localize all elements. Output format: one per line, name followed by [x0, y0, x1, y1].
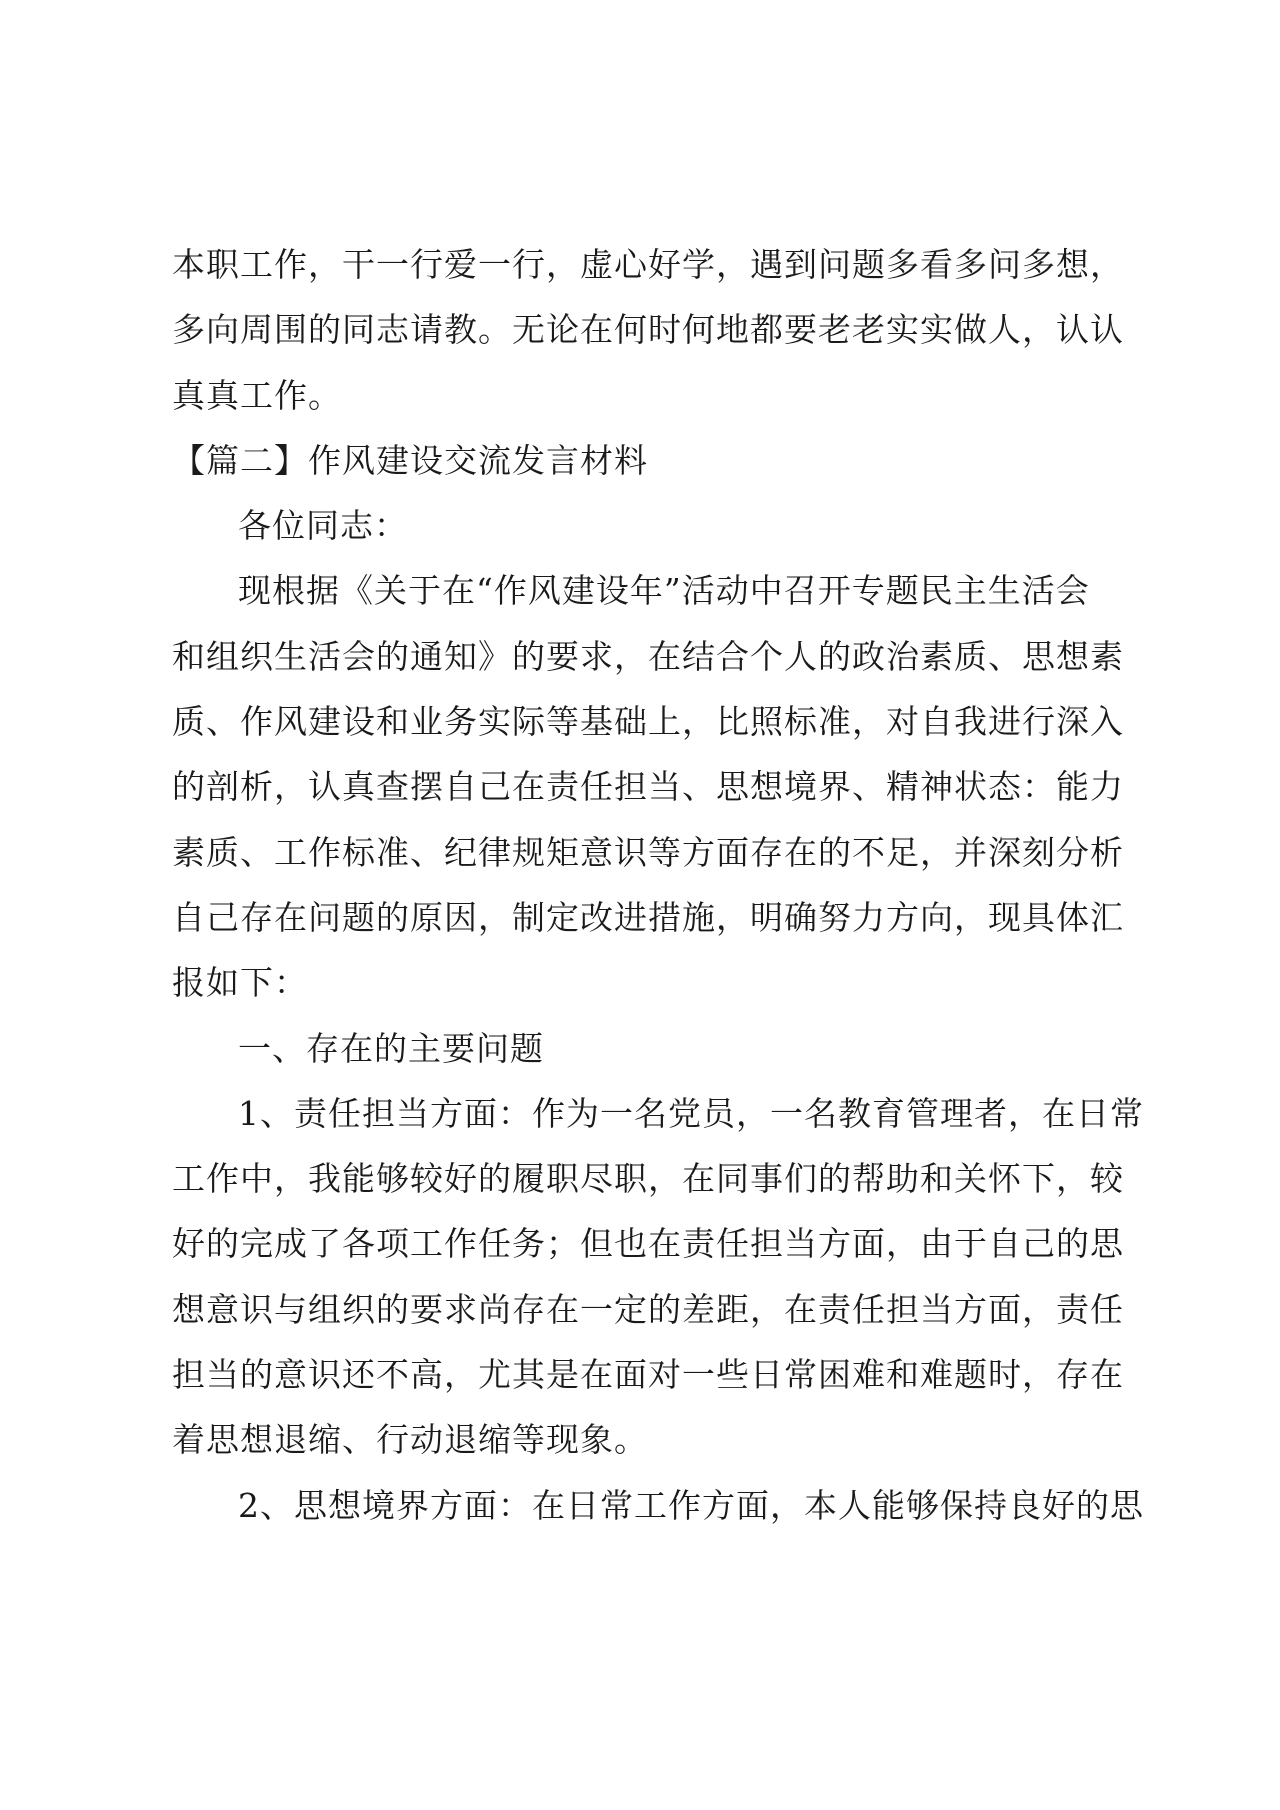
document-body	[172, 232, 1144, 1538]
salutation: 各位同志：	[238, 506, 408, 546]
text-line: 真真工作。	[172, 375, 342, 415]
text-line: 多向周围的同志请教。无论在何时何地都要老老实实做人，认认	[172, 310, 1124, 350]
subsection-heading: 一、存在的主要问题	[238, 1028, 544, 1068]
text-line: 工作中，我能够较好的履职尽职，在同事们的帮助和关怀下，较	[172, 1159, 1124, 1199]
text-line: 自己存在问题的原因，制定改进措施，明确努力方向，现具体汇	[172, 897, 1124, 937]
text-line: 2、思想境界方面：在日常工作方面，本人能够保持良好的思	[238, 1485, 1144, 1525]
section-heading: 【篇二】作风建设交流发言材料	[172, 440, 648, 480]
text-line: 好的完成了各项工作任务；但也在责任担当方面，由于自己的思	[172, 1224, 1124, 1264]
text-line: 报如下：	[172, 963, 308, 1003]
text-line: 1、责任担当方面：作为一名党员，一名教育管理者，在日常	[238, 1093, 1144, 1133]
text-line: 担当的意识还不高，尤其是在面对一些日常困难和难题时，存在	[172, 1355, 1124, 1395]
text-line: 素质、工作标准、纪律规矩意识等方面存在的不足，并深刻分析	[172, 832, 1124, 872]
text-line: 本职工作，干一行爱一行，虚心好学，遇到问题多看多问多想，	[172, 245, 1124, 284]
text-line: 想意识与组织的要求尚存在一定的差距，在责任担当方面，责任	[172, 1289, 1124, 1329]
text-line: 和组织生活会的通知》的要求，在结合个人的政治素质、思想素	[172, 636, 1124, 676]
text-line: 现根据《关于在“作风建设年”活动中召开专题民主生活会	[238, 571, 1090, 611]
text-line: 的剖析，认真查摆自己在责任担当、思想境界、精神状态：能力	[172, 767, 1124, 807]
text-line: 质、作风建设和业务实际等基础上，比照标准，对自我进行深入	[172, 702, 1124, 742]
text-line: 着思想退缩、行动退缩等现象。	[172, 1420, 648, 1460]
